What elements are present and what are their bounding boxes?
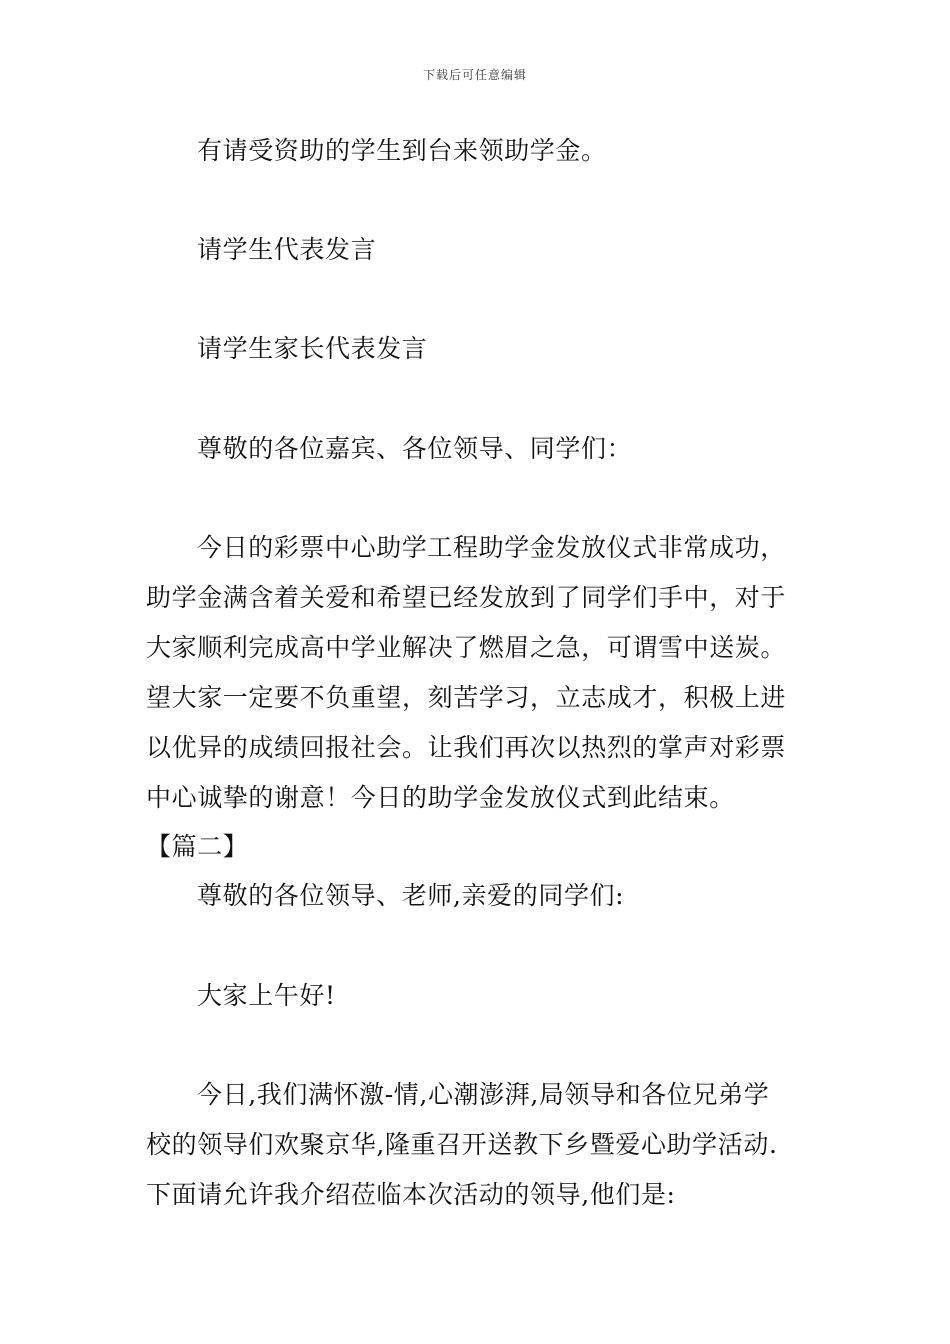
paragraph-greeting: 尊敬的各位嘉宾、各位领导、同学们：: [197, 434, 633, 463]
paragraph-intro-line: 校的领导们欢聚京华,隆重召开送教下乡暨爱心助学活动.: [146, 1130, 778, 1159]
paragraph-greeting-2: 尊敬的各位领导、老师,亲爱的同学们:: [197, 881, 625, 910]
paragraph-parent-speech: 请学生家长代表发言: [197, 334, 428, 363]
paragraph-closing-line: 以优异的成绩回报社会。让我们再次以热烈的掌声对彩票: [146, 733, 787, 762]
paragraph-intro-line: 下面请允许我介绍莅临本次活动的领导,他们是:: [146, 1180, 676, 1209]
paragraph-closing-line: 助学金满含着关爱和希望已经发放到了同学们手中，对于: [146, 583, 787, 612]
section-heading: 【篇二】: [146, 832, 249, 861]
paragraph-award-invitation: 有请受资助的学生到台来领助学金。: [197, 136, 607, 165]
paragraph-closing-line: 中心诚挚的谢意！今日的助学金发放仪式到此结束。: [146, 783, 735, 812]
paragraph-good-morning: 大家上午好!: [197, 981, 336, 1010]
paragraph-student-speech: 请学生代表发言: [197, 235, 377, 264]
page-header-note: 下载后可任意编辑: [422, 68, 527, 82]
paragraph-intro-line: 今日,我们满怀激-情,心潮澎湃,局领导和各位兄弟学: [197, 1080, 770, 1109]
paragraph-closing-line: 大家顺利完成高中学业解决了燃眉之急，可谓雪中送炭。: [146, 633, 787, 662]
paragraph-closing-line: 今日的彩票中心助学工程助学金发放仪式非常成功，: [197, 533, 786, 562]
paragraph-closing-line: 望大家一定要不负重望，刻苦学习，立志成才，积极上进: [146, 683, 787, 712]
